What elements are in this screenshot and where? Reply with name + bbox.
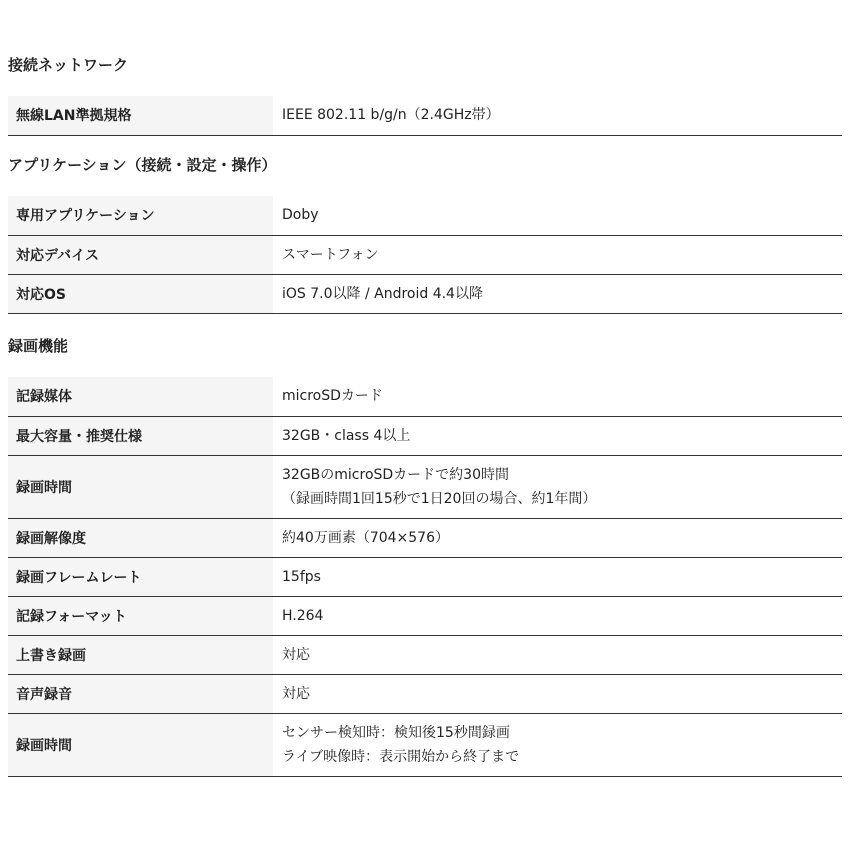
spec-table-network — [8, 96, 842, 136]
section-title-network: 接続ネットワーク — [8, 56, 129, 74]
spec-value-line: 約40万画素（704×576） — [282, 529, 449, 546]
spec-value — [273, 274, 842, 313]
spec-row — [8, 596, 842, 635]
spec-table-recording — [8, 377, 842, 777]
spec-key: 最大容量・推奨仕様 — [8, 416, 273, 455]
spec-row — [8, 557, 842, 596]
spec-value — [273, 518, 842, 557]
spec-key: 対応デバイス — [8, 235, 273, 274]
spec-row — [8, 635, 842, 674]
spec-row — [8, 674, 842, 713]
spec-row — [8, 196, 842, 235]
spec-value-line: 対応 — [282, 646, 310, 663]
spec-value-line: Doby — [282, 207, 319, 224]
spec-value — [273, 377, 842, 416]
spec-row — [8, 235, 842, 274]
spec-value-line: スマートフォン — [282, 246, 379, 263]
spec-key: 記録フォーマット — [8, 596, 273, 635]
spec-row — [8, 274, 842, 313]
spec-key: 無線LAN準拠規格 — [8, 96, 273, 135]
spec-value-line: IEEE 802.11 b/g/n（2.4GHz帯） — [282, 107, 500, 124]
spec-value — [273, 196, 842, 235]
spec-value — [273, 674, 842, 713]
spec-row — [8, 96, 842, 135]
spec-value — [273, 455, 842, 518]
spec-table-application — [8, 196, 842, 314]
spec-key: 録画時間 — [8, 455, 273, 518]
spec-value — [273, 635, 842, 674]
spec-value — [273, 596, 842, 635]
spec-value-line: （録画時間1回15秒で1日20回の場合、約1年間） — [282, 490, 597, 507]
spec-value-line: ライブ映像時：表示開始から終了まで — [282, 748, 520, 765]
spec-key: 記録媒体 — [8, 377, 273, 416]
spec-value — [273, 557, 842, 596]
spec-value — [273, 96, 842, 135]
spec-value — [273, 235, 842, 274]
spec-value-line: microSDカード — [282, 388, 383, 405]
spec-key: 音声録音 — [8, 674, 273, 713]
spec-value-line: センサー検知時：検知後15秒間録画 — [282, 724, 510, 741]
spec-value-line: 32GBのmicroSDカードで約30時間 — [282, 466, 509, 483]
spec-key: 録画時間 — [8, 713, 273, 776]
spec-row — [8, 455, 842, 518]
spec-row — [8, 416, 842, 455]
spec-key: 専用アプリケーション — [8, 196, 273, 235]
spec-value-line: H.264 — [282, 607, 324, 624]
spec-key: 録画フレームレート — [8, 557, 273, 596]
spec-value — [273, 713, 842, 776]
spec-value-line: iOS 7.0以降 / Android 4.4以降 — [282, 285, 483, 302]
spec-row — [8, 518, 842, 557]
spec-key: 録画解像度 — [8, 518, 273, 557]
spec-key: 対応OS — [8, 274, 273, 313]
spec-row — [8, 713, 842, 776]
section-title-application: アプリケーション（接続・設定・操作） — [8, 156, 277, 174]
spec-value — [273, 416, 842, 455]
spec-value-line: 対応 — [282, 685, 310, 702]
section-title-recording: 録画機能 — [8, 337, 69, 355]
spec-value-line: 15fps — [282, 568, 321, 585]
spec-row — [8, 377, 842, 416]
spec-key: 上書き録画 — [8, 635, 273, 674]
spec-value-line: 32GB・class 4以上 — [282, 427, 411, 444]
